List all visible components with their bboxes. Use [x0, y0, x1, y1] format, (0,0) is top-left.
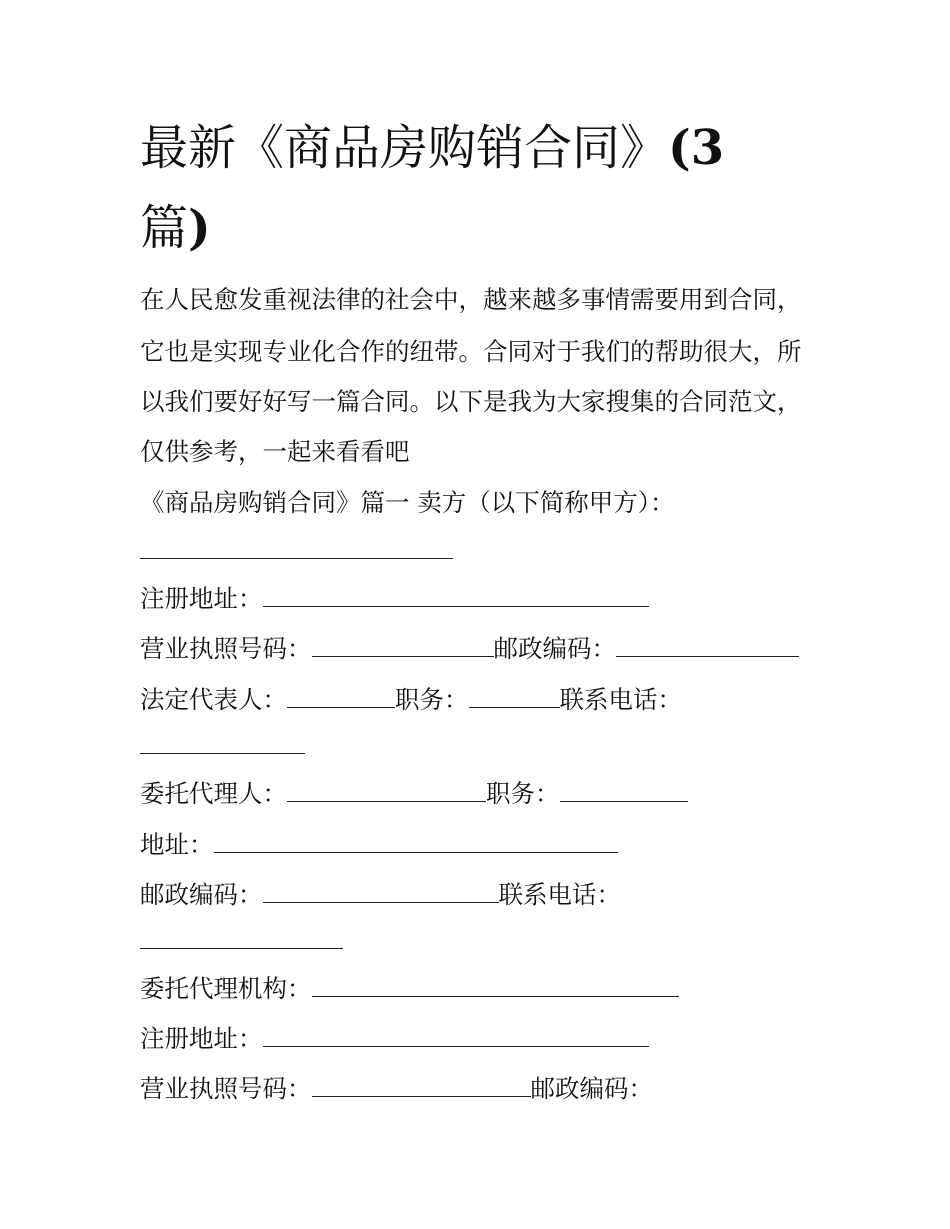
- agent-position-blank[interactable]: [560, 777, 688, 802]
- license-no-blank[interactable]: [312, 632, 494, 657]
- field-label: 地址：: [140, 830, 214, 859]
- field-label: 注册地址：: [140, 1024, 263, 1053]
- reg-address-blank[interactable]: [263, 582, 649, 607]
- field-label: 委托代理机构：: [140, 974, 312, 1003]
- seller-name-line: [140, 534, 453, 566]
- title-suffix: ): [188, 200, 211, 256]
- field-row: [140, 777, 688, 809]
- title-text: 最新《商品房购销合同》: [140, 120, 669, 176]
- field-row: [140, 729, 305, 761]
- field-row: [140, 582, 649, 614]
- legal-rep-blank[interactable]: [287, 683, 395, 708]
- agency-reg-address-blank[interactable]: [263, 1022, 649, 1047]
- document-title-line2: [140, 198, 211, 258]
- field-row: [140, 972, 679, 1004]
- field-label: 联系电话：: [559, 685, 682, 714]
- address-blank[interactable]: [214, 828, 618, 853]
- field-label: 营业执照号码：: [140, 1074, 312, 1103]
- field-row: [140, 683, 682, 715]
- field-label: 营业执照号码：: [140, 634, 312, 663]
- section-heading: 《商品房购销合同》篇一 卖方（以下简称甲方）：: [140, 488, 675, 517]
- agent-blank[interactable]: [287, 777, 486, 802]
- field-row: [140, 878, 621, 910]
- field-label: 邮政编码：: [140, 880, 263, 909]
- postcode-blank[interactable]: [616, 632, 799, 657]
- field-row: [140, 1022, 649, 1054]
- intro-line: 仅供参考，一起来看看吧: [140, 437, 410, 466]
- title-text: 篇: [140, 200, 189, 256]
- field-row: [140, 632, 799, 664]
- seller-name-blank[interactable]: [140, 534, 453, 559]
- agency-license-blank[interactable]: [312, 1072, 531, 1097]
- intro-line: 在人民愈发重视法律的社会中，越来越多事情需要用到合同，: [140, 285, 802, 314]
- field-label: 职务：: [395, 685, 469, 714]
- postcode-blank[interactable]: [263, 878, 499, 903]
- field-label: 职务：: [486, 779, 560, 808]
- field-label: 法定代表人：: [140, 685, 287, 714]
- field-label: 邮政编码：: [530, 1074, 653, 1103]
- position-blank[interactable]: [469, 683, 560, 708]
- field-label: 联系电话：: [498, 880, 621, 909]
- field-row: [140, 828, 618, 860]
- agency-blank[interactable]: [312, 972, 679, 997]
- phone-blank[interactable]: [140, 729, 305, 754]
- field-row: [140, 1072, 653, 1104]
- phone-blank[interactable]: [140, 924, 343, 949]
- title-suffix: (3: [668, 120, 725, 176]
- field-label: 委托代理人：: [140, 779, 287, 808]
- document-title: [140, 118, 724, 178]
- intro-line: 它也是实现专业化合作的纽带。合同对于我们的帮助很大，所: [140, 337, 802, 366]
- intro-line: 以我们要好好写一篇合同。以下是我为大家搜集的合同范文，: [140, 387, 802, 416]
- field-label: 邮政编码：: [493, 634, 616, 663]
- field-label: 注册地址：: [140, 584, 263, 613]
- field-row: [140, 924, 343, 956]
